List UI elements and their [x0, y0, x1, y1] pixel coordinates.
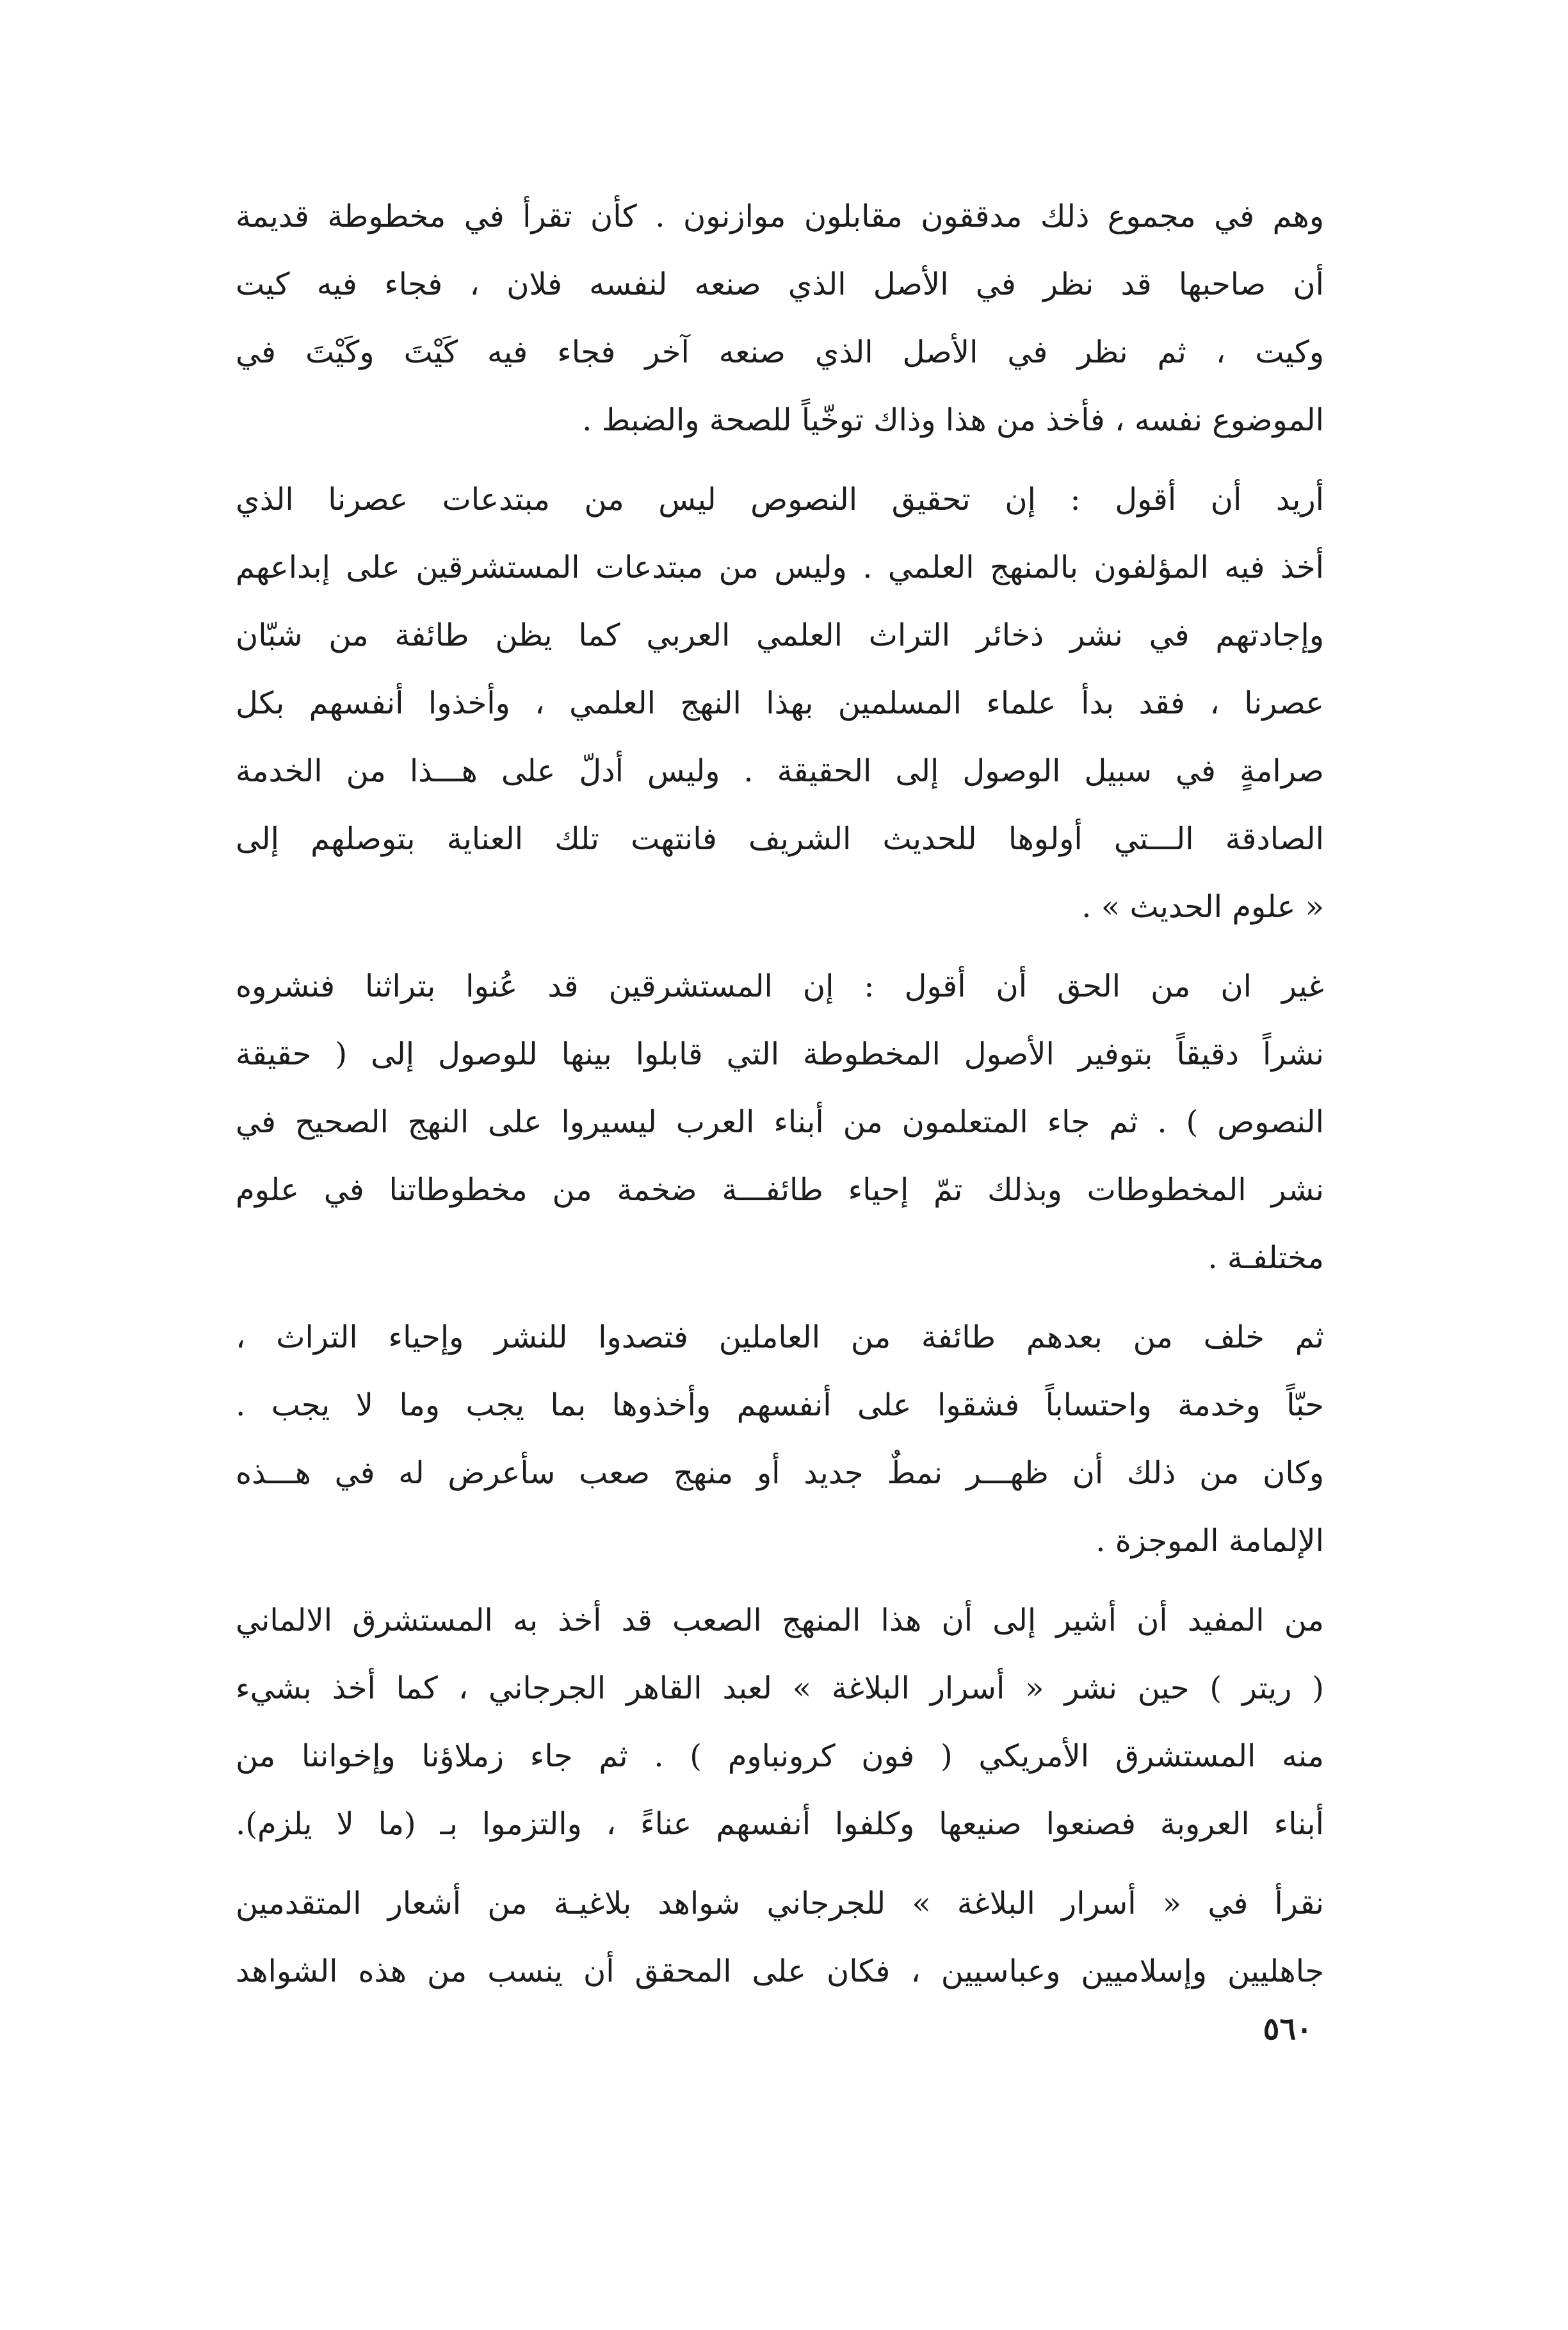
text-line: أبناء العروبة فصنعوا صنيعها وكلفوا أنفسهم عناءً ، والتزموا بـ (ما لا يلزم). — [236, 1806, 1324, 1842]
text-line: نشراً دقيقاً بتوفير الأصول المخطوطة التي قابلوا بينها للوصول إلى ( حقيقة — [236, 1036, 1324, 1072]
text-line: الصادقة الـــتي أولوها للحديث الشريف فانتهت تلك العناية بتوصلهم إلى — [236, 821, 1324, 857]
text-line: نقرأ في « أسرار البلاغة » للجرجاني شواهد بلاغيـة من أشعار المتقدمين — [236, 1886, 1324, 1921]
paragraph-5 — [236, 1586, 1324, 1858]
text-line: الإلمامة الموجزة . — [1095, 1523, 1324, 1559]
text-line: من المفيد أن أشير إلى أن هذا المنهج الصعب قد أخذ به المستشرق الالماني — [236, 1602, 1324, 1638]
text-line: جاهليين وإسلاميين وعباسيين ، فكان على المحقق أن ينسب من هذه الشواهد — [236, 1953, 1324, 1989]
text-line: منه المستشرق الأمريكي ( فون كرونباوم ) . ثم جاء زملاؤنا وإخواننا من — [236, 1738, 1324, 1774]
text-line: أن صاحبها قد نظر في الأصل الذي صنعه لنفسه فلان ، فجاء فيه كيت — [236, 266, 1324, 302]
text-line: مختلفـة . — [1208, 1240, 1324, 1276]
text-line: حبّاً وخدمة واحتساباً فشقوا على أنفسهم وأخذوها بما يجب وما لا يجب . — [236, 1387, 1324, 1423]
text-line: أخذ فيه المؤلفون بالمنهج العلمي . وليس من مبتدعات المستشرقين على إبداعهم — [236, 550, 1324, 585]
text-line: أريد أن أقول : إن تحقيق النصوص ليس من مبتدعات عصرنا الذي — [236, 482, 1324, 517]
text-line: ثم خلف من بعدهم طائفة من العاملين فتصدوا للنشر وإحياء التراث ، — [236, 1319, 1324, 1355]
text-line: وإجادتهم في نشر ذخائر التراث العلمي العربي كما يظن طائفة من شبّان — [236, 617, 1324, 653]
page-number: ٥٦٠ — [1263, 2011, 1313, 2047]
text-line: الموضوع نفسه ، فأخذ من هذا وذاك توخّياً للصحة والضبط . — [582, 402, 1324, 438]
text-line: نشر المخطوطات وبذلك تمّ إحياء طائفـــة ضخمة من مخطوطاتنا في علوم — [236, 1172, 1324, 1208]
paragraph-6 — [236, 1870, 1324, 2005]
text-line: وكان من ذلك أن ظهـــر نمطٌ جديد أو منهج صعب سأعرض له في هـــذه — [236, 1455, 1324, 1491]
body-text — [236, 183, 1324, 2005]
paragraph-4 — [236, 1303, 1324, 1575]
paragraph-3 — [236, 952, 1324, 1292]
text-line: صرامةٍ في سبيل الوصول إلى الحقيقة . وليس أدلّ على هـــذا من الخدمة — [236, 753, 1324, 789]
text-line: عصرنا ، فقد بدأ علماء المسلمين بهذا النهج العلمي ، وأخذوا أنفسهم بكل — [236, 685, 1324, 721]
text-line: ( ريتر ) حين نشر « أسرار البلاغة » لعبد القاهر الجرجاني ، كما أخذ بشيء — [236, 1670, 1324, 1706]
paragraph-1 — [236, 183, 1324, 454]
text-line: النصوص ) . ثم جاء المتعلمون من أبناء العرب ليسيروا على النهج الصحيح في — [236, 1104, 1324, 1140]
text-line: وكيت ، ثم نظر في الأصل الذي صنعه آخر فجاء فيه كَيْتَ وكَيْتَ في — [236, 334, 1324, 370]
text-line: وهم في مجموع ذلك مدققون مقابلون موازنون . كأن تقرأ في مخطوطة قديمة — [236, 199, 1324, 234]
text-line: « علوم الحديث » . — [1081, 889, 1324, 925]
text-line: غير ان من الحق أن أقول : إن المستشرقين قد عُنوا بتراثنا فنشروه — [236, 968, 1324, 1004]
paragraph-2 — [236, 466, 1324, 941]
